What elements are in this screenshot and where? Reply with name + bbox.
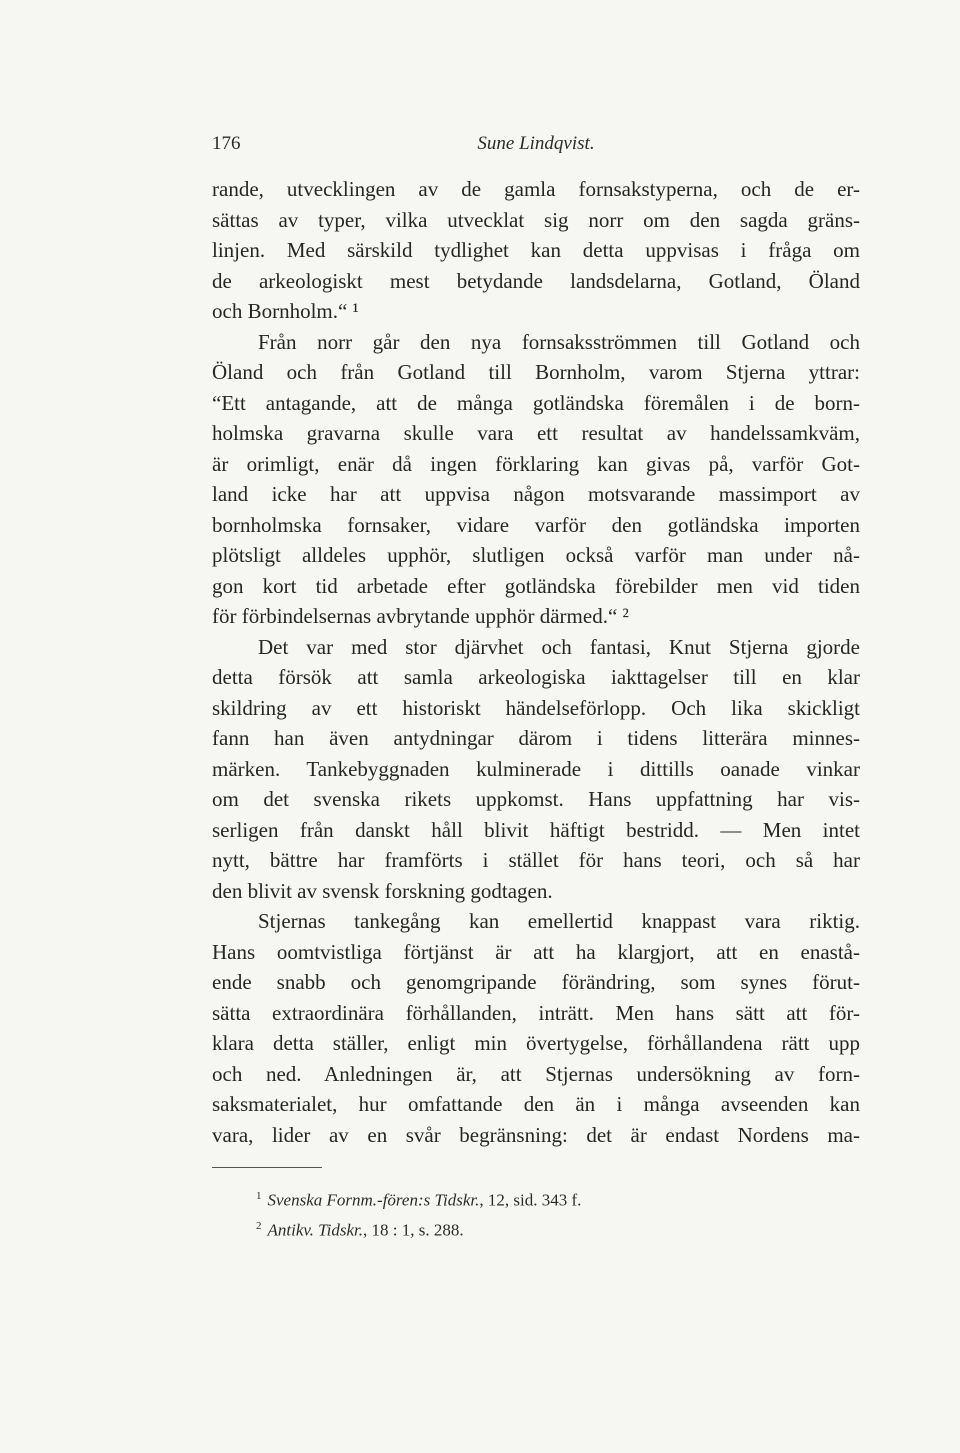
footnote: [256, 1181, 816, 1211]
footnote-mark: 1: [256, 1190, 262, 1202]
text-line: om det svenska rikets uppkomst. Hans uppfattning har vis-: [212, 787, 860, 811]
footnote-title: Antikv. Tidskr.: [267, 1220, 364, 1240]
text-line: för förbindelsernas avbrytande upphör därmed.“ ²: [212, 604, 629, 628]
footnote-reference: , 18 : 1, s. 288.: [363, 1220, 464, 1240]
text-line: märken. Tankebyggnaden kulminerade i dittills oanade vinkar: [212, 756, 860, 781]
text-line: “Ett antagande, att de många gotländska föremålen i de born-: [212, 390, 860, 415]
text-line: plötsligt alldeles upphör, slutligen också varför man under nå-: [212, 543, 860, 567]
footnote: [256, 1211, 816, 1241]
text-line: linjen. Med särskild tydlighet kan detta uppvisas i fråga om: [212, 238, 860, 262]
text-line: den blivit av svensk forskning godtagen.: [212, 878, 553, 903]
text-line: är orimligt, enär då ingen förklaring kan givas på, varför Got-: [212, 451, 860, 476]
footnotes: [256, 1181, 816, 1241]
text-line: sättas av typer, vilka utvecklat sig norr om den sagda gräns-: [212, 207, 860, 232]
text-line: sätta extraordinära förhållanden, inträtt. Men hans sätt att för-: [212, 1000, 860, 1025]
text-line: Från norr går den nya fornsaksströmmen till Gotland och: [258, 329, 860, 354]
text-line: serligen från danskt håll blivit häftigt bestridd. — Men intet: [212, 817, 860, 842]
footnote-rule: [212, 1167, 322, 1168]
text-line: skildring av ett historiskt händelseförlopp. Och lika skickligt: [212, 695, 860, 720]
text-line: nytt, bättre har framförts i stället för hans teori, och så har: [212, 848, 860, 872]
text-line: Öland och från Gotland till Bornholm, varom Stjerna yttrar:: [212, 360, 860, 384]
text-line: land icke har att uppvisa någon motsvarande massimport av: [212, 482, 860, 506]
text-line: och Bornholm.“ ¹: [212, 299, 359, 323]
text-line: ende snabb och genomgripande förändring, som synes förut-: [212, 970, 860, 994]
text-line: rande, utvecklingen av de gamla fornsakstyperna, och de er-: [212, 177, 860, 201]
page-header: [212, 133, 860, 159]
footnote-reference: , 12, sid. 343 f.: [479, 1190, 582, 1210]
text-line: klara detta ställer, enligt min övertygelse, förhållandena rätt upp: [212, 1031, 860, 1055]
text-line: bornholmska fornsaker, vidare varför den gotländska importen: [212, 512, 860, 537]
text-line: gon kort tid arbetade efter gotländska förebilder men vid tiden: [212, 573, 860, 598]
text-line: Hans oomtvistliga förtjänst är att ha klargjort, att en enastå-: [212, 939, 860, 964]
text-line: och ned. Anledningen är, att Stjernas undersökning av forn-: [212, 1061, 860, 1086]
text-line: saksmaterialet, hur omfattande den än i många avseenden kan: [212, 1092, 860, 1116]
text-line: Stjernas tankegång kan emellertid knappast vara riktig.: [258, 909, 860, 933]
text-line: vara, lider av en svår begränsning: det är endast Nordens ma-: [212, 1122, 860, 1147]
footnote-title: Svenska Fornm.-fören:s Tidskr.: [267, 1190, 480, 1210]
running-head: Sune Lindqvist.: [477, 133, 595, 154]
footnote-mark: 2: [256, 1220, 262, 1232]
text-line: holmska gravarna skulle vara ett resultat av handelssamkväm,: [212, 421, 860, 445]
page-number: 176: [212, 133, 241, 154]
text-line: detta försök att samla arkeologiska iakttagelser till en klar: [212, 665, 860, 689]
text-line: Det var med stor djärvhet och fantasi, Knut Stjerna gjorde: [258, 634, 860, 659]
text-line: de arkeologiskt mest betydande landsdelarna, Gotland, Öland: [212, 268, 860, 293]
text-line: fann han även antydningar därom i tidens litterära minnes-: [212, 726, 860, 750]
body-text: [212, 174, 860, 1150]
